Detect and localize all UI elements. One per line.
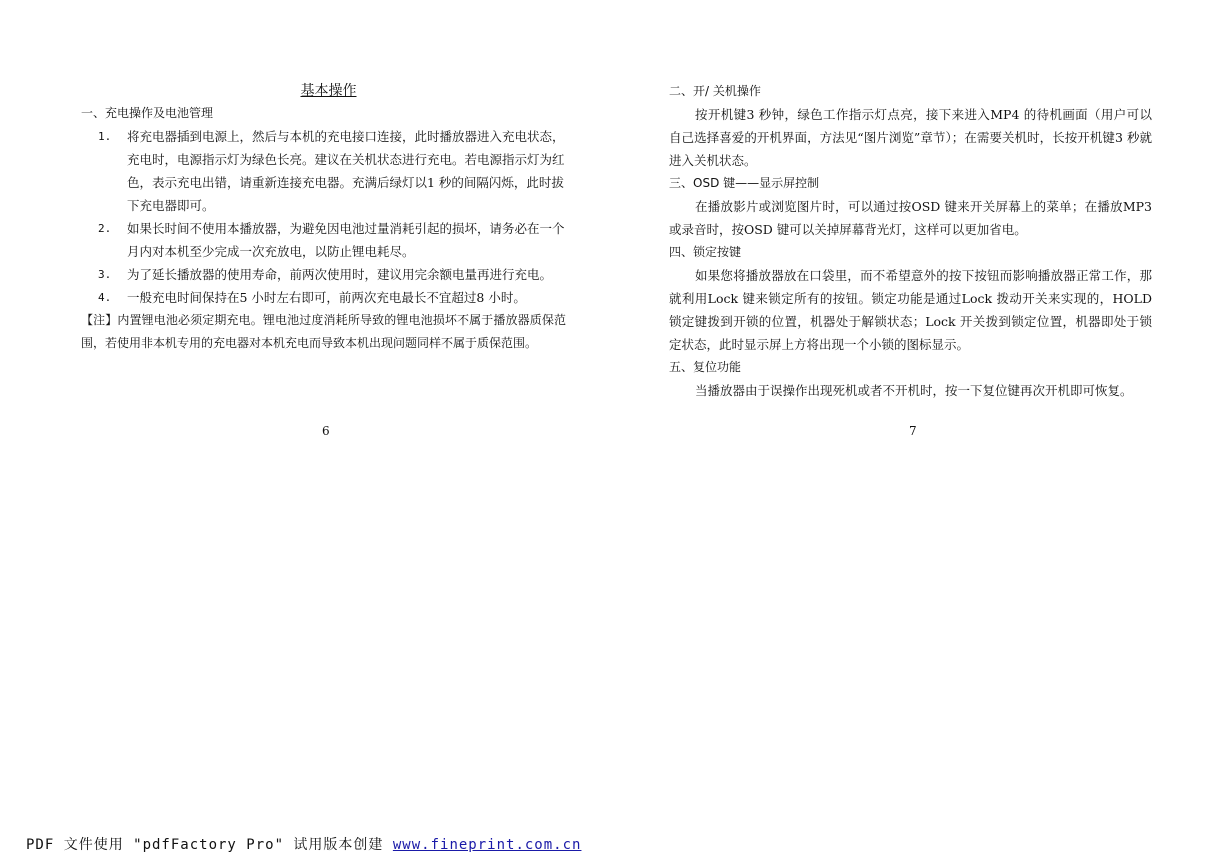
section-text-reset: 当播放器由于误操作出现死机或者不开机时，按一下复位键再次开机即可恢复。 [695,383,1133,398]
list-item: 2. 如果长时间不使用本播放器，为避免因电池过量消耗引起的损坏，请务必在一个月内对本机至少完成一次充放电，以防止锂电耗尽。 [98,221,565,259]
footer-text: PDF 文件使用 "pdfFactory Pro" 试用版本创建 [26,837,393,853]
page-title: 基本操作 [300,83,357,99]
page-number-right: 7 [909,424,917,438]
section-heading-charging: 一、充电操作及电池管理 [81,106,214,120]
section-heading-osd: 三、OSD 键——显示屏控制 [669,176,820,190]
list-item: 4. 一般充电时间保持在5 小时左右即可，前两次充电最长不宜超过8 小时。 [98,290,526,305]
battery-note: 【注】内置锂电池必须定期充电。锂电池过度消耗所导致的锂电池损坏不属于播放器质保范围，若使用非本机专用的充电器对本机充电而导致本机出现问题同样不属于质保范围。 [81,313,566,350]
left-page [81,80,566,355]
section-heading-reset: 五、复位功能 [669,360,742,374]
right-page [669,80,1152,402]
charging-list [81,125,566,309]
section-text-osd: 在播放影片或浏览图片时，可以通过按OSD 键来开关屏幕上的菜单；在播放MP3 或录音时，按OSD 键可以关掉屏幕背光灯，这样可以更加省电。 [669,199,1152,237]
list-item: 1. 将充电器插到电源上，然后与本机的充电接口连接，此时播放器进入充电状态，充电时，电源指示灯为绿色长亮。建议在关机状态进行充电。若电源指示灯为红色，表示充电出错，请重新连接充电器。充满后绿灯以1 秒的间隔闪烁，此时拔下充电器即可。 [98,129,565,213]
section-heading-power: 二、开/ 关机操作 [669,84,761,98]
section-heading-lock: 四、锁定按键 [669,245,742,259]
pdf-footer [26,834,581,854]
footer-link[interactable]: www.fineprint.com.cn [392,837,582,853]
page-number-left: 6 [322,424,330,438]
list-item: 3. 为了延长播放器的使用寿命，前两次使用时，建议用完余额电量再进行充电。 [98,267,553,282]
section-text-lock: 如果您将播放器放在口袋里，而不希望意外的按下按钮而影响播放器正常工作，那就利用Lock 键来锁定所有的按钮。锁定功能是通过Lock 拨动开关来实现的，HOLD 锁定键拨到开锁的位置，机器处于解锁状态；Lock 开关拨到锁定位置，机器即处于锁定状态，此时显示屏上方将出现一个小锁的图标显示。 [669,268,1152,352]
section-text-power: 按开机键3 秒钟，绿色工作指示灯点亮，接下来进入MP4 的待机画面（用户可以自己选择喜爱的开机界面，方法见“图片浏览”章节）；在需要关机时，长按开机键3 秒就进入关机状态。 [669,107,1152,168]
